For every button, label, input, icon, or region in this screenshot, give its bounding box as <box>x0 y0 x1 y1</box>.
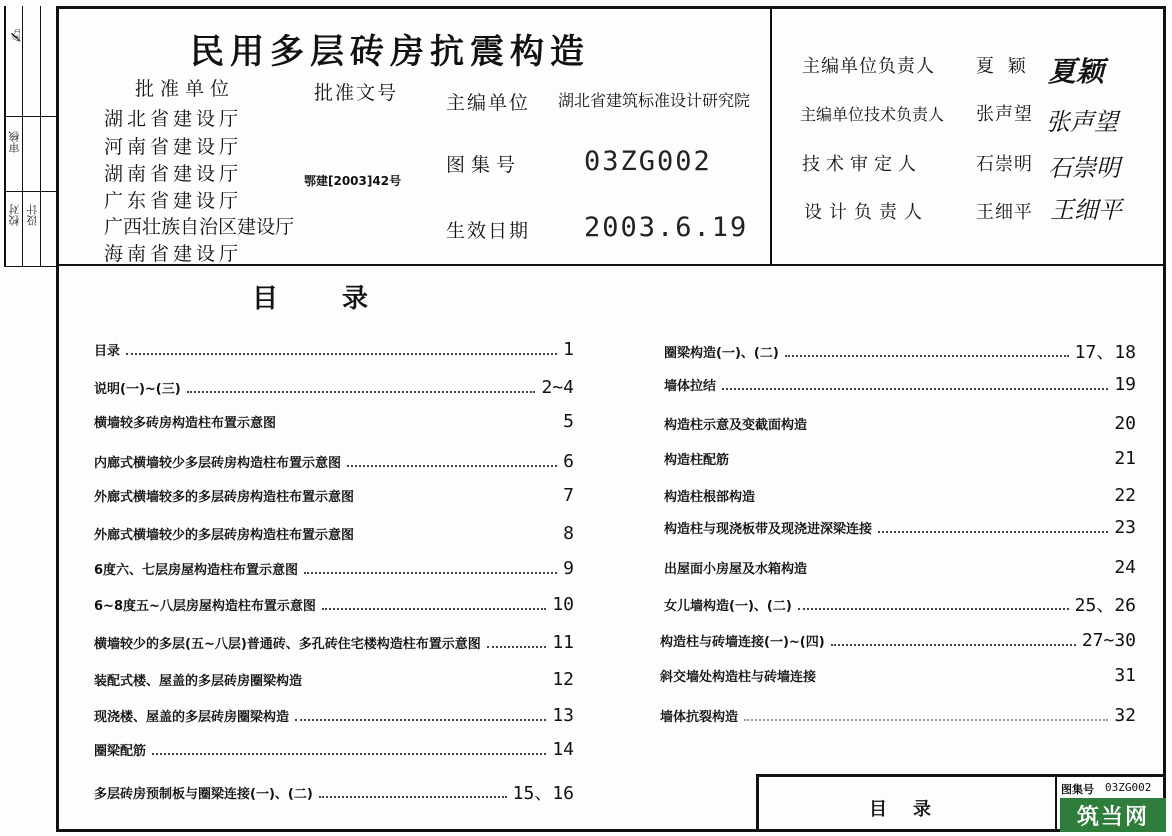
title-block-atlas-label: 图集号 <box>1061 783 1094 796</box>
toc-item[interactable] <box>664 516 1136 538</box>
atlas-value: 03ZG002 <box>584 146 712 177</box>
toc-item-page: 12 <box>552 668 574 690</box>
toc-item-page: 32 <box>1114 704 1136 726</box>
toc-item-page: 20 <box>1114 412 1136 434</box>
staff-role: 技术审定人 <box>802 154 922 175</box>
toc-item-label: 女儿墙构造(一)、(二) <box>664 598 792 614</box>
leader-dots <box>822 679 1108 681</box>
toc-item-label: 圈梁配筋 <box>94 743 147 759</box>
strip-design: 设计 <box>26 204 39 226</box>
approval-unit: 广西壮族自治区建设厅 <box>104 216 295 238</box>
toc-item[interactable] <box>664 593 1136 615</box>
toc-item[interactable] <box>94 557 574 579</box>
toc-item-label: 6度六、七层房屋构造柱布置示意图 <box>94 562 299 578</box>
toc-item-page: 21 <box>1114 447 1136 469</box>
staff-signature: 夏颖 <box>1048 55 1105 88</box>
leader-dots <box>744 719 1108 721</box>
atlas-label: 图集号 <box>446 154 522 176</box>
toc-item-page: 23 <box>1114 516 1136 538</box>
toc-item[interactable] <box>94 704 574 726</box>
toc-item[interactable] <box>94 593 574 615</box>
toc-item-label: 构造柱示意及变截面构造 <box>664 417 808 433</box>
toc-item-page: 10 <box>552 593 574 615</box>
toc-item[interactable] <box>94 484 574 506</box>
toc-item-page: 14 <box>552 738 574 760</box>
toc-item-page: 9 <box>563 557 574 579</box>
editor-label: 主编单位 <box>446 92 531 114</box>
leader-dots <box>187 391 536 393</box>
toc-item[interactable] <box>664 373 1136 395</box>
toc-item[interactable] <box>664 412 1136 434</box>
toc-item-page: 24 <box>1114 556 1136 578</box>
toc-item-label: 装配式楼、屋盖的多层砖房圈梁构造 <box>94 673 303 689</box>
toc-item-page: 8 <box>563 522 574 544</box>
toc-item-page: 13 <box>552 704 574 726</box>
approval-unit-list <box>104 104 294 266</box>
toc-item-label: 横墙较多砖房构造柱布置示意图 <box>94 415 277 431</box>
staff-signature: 王细平 <box>1050 196 1122 224</box>
toc-item-label: 构造柱与砖墙连接(一)~(四) <box>660 634 825 650</box>
strip-review: 审核 <box>8 131 21 153</box>
leader-dots <box>126 353 557 355</box>
toc-item[interactable] <box>94 668 574 690</box>
toc-item[interactable] <box>660 629 1136 651</box>
leader-dots <box>722 388 1108 390</box>
toc-item-page: 25、26 <box>1074 595 1136 616</box>
staff-signature: 石崇明 <box>1048 154 1120 182</box>
toc-item[interactable] <box>94 410 574 432</box>
leader-dots <box>308 683 546 685</box>
page-title: 民用多层砖房抗震构造 <box>190 32 590 72</box>
leader-dots <box>798 608 1069 610</box>
approval-doc-label: 批准文号 <box>314 82 399 104</box>
leader-dots <box>831 644 1076 646</box>
leader-dots <box>735 462 1108 464</box>
strip-check: 校对 <box>8 204 21 226</box>
leader-dots <box>319 796 507 798</box>
toc-item-page: 7 <box>563 484 574 506</box>
toc-item-page: 17、18 <box>1074 342 1136 363</box>
leader-dots <box>322 608 546 610</box>
leader-dots <box>785 355 1069 357</box>
leader-dots <box>295 719 546 721</box>
strip-signature-icon: ✍ <box>7 28 27 43</box>
leader-dots <box>360 537 557 539</box>
date-value: 2003.6.19 <box>584 212 749 243</box>
toc-item-page: 1 <box>563 338 574 360</box>
approval-doc-number: 鄂建[2003]42号 <box>304 174 402 188</box>
staff-role: 主编单位技术负责人 <box>800 105 945 124</box>
toc-item-page: 11 <box>552 631 574 653</box>
leader-dots <box>360 499 557 501</box>
toc-item-label: 出屋面小房屋及水箱构造 <box>664 561 808 577</box>
toc-item[interactable] <box>664 447 1136 469</box>
approval-unit: 湖南省建设厅 <box>104 163 243 185</box>
toc-item-label: 构造柱与现浇板带及现浇进深梁连接 <box>664 521 873 537</box>
toc-item-label: 内廊式横墙较少多层砖房构造柱布置示意图 <box>94 455 342 471</box>
toc-item-page: 31 <box>1114 664 1136 686</box>
toc-item[interactable] <box>94 450 574 472</box>
title-block-atlas-value: 03ZG002 <box>1105 781 1152 794</box>
toc-item-label: 6~8度五~八层房屋构造柱布置示意图 <box>94 598 316 614</box>
toc-item[interactable] <box>94 522 574 544</box>
toc-item-label: 构造柱根部构造 <box>664 489 756 505</box>
toc-item-label: 目录 <box>94 343 121 359</box>
toc-item-label: 墙体抗裂构造 <box>660 709 739 725</box>
toc-item-label: 外廊式横墙较多的多层砖房构造柱布置示意图 <box>94 489 355 505</box>
toc-item-page: 5 <box>563 410 574 432</box>
leader-dots <box>813 427 1108 429</box>
toc-item-page: 6 <box>563 450 574 472</box>
staff-role: 设计负责人 <box>804 202 929 223</box>
toc-item[interactable] <box>660 704 1136 726</box>
toc-item-label: 墙体拉结 <box>664 378 717 394</box>
staff-name: 夏 颖 <box>976 56 1030 77</box>
staff-name: 王细平 <box>976 202 1033 223</box>
toc-item[interactable] <box>664 484 1136 506</box>
approval-unit: 海南省建设厅 <box>104 243 243 265</box>
leader-dots <box>487 646 547 648</box>
toc-item-label: 外廊式横墙较少的多层砖房构造柱布置示意图 <box>94 527 355 543</box>
staff-name: 张声望 <box>976 104 1033 125</box>
toc-item-label: 斜交墙处构造柱与砖墙连接 <box>660 669 817 685</box>
leader-dots <box>304 572 557 574</box>
toc-item-page: 19 <box>1114 373 1136 395</box>
toc-item-label: 说明(一)~(三) <box>94 381 181 397</box>
toc-heading: 目 录 <box>252 284 373 314</box>
toc-item[interactable] <box>94 738 574 760</box>
toc-item-label: 现浇楼、屋盖的多层砖房圈梁构造 <box>94 709 290 725</box>
toc-item[interactable] <box>664 556 1136 578</box>
leader-dots <box>152 753 546 755</box>
title-block-divider <box>1055 777 1057 832</box>
leader-dots <box>813 571 1108 573</box>
title-block-name: 目 录 <box>869 799 935 820</box>
approval-unit-label: 批准单位 <box>135 78 236 100</box>
approval-unit: 湖北省建设厅 <box>104 108 243 130</box>
header-staff-divider <box>770 6 772 264</box>
date-label: 生效日期 <box>446 220 531 242</box>
toc-item-label: 圈梁构造(一)、(二) <box>664 345 779 361</box>
staff-name: 石崇明 <box>976 154 1033 175</box>
toc-item-label: 多层砖房预制板与圈梁连接(一)、(二) <box>94 786 313 802</box>
approval-unit: 广东省建设厅 <box>104 190 243 212</box>
watermark-logo: 筑当网 <box>1060 798 1166 832</box>
binding-strip <box>4 6 56 266</box>
toc-item-label: 横墙较少的多层(五~八层)普通砖、多孔砖住宅楼构造柱布置示意图 <box>94 636 481 652</box>
editor-value: 湖北省建筑标准设计研究院 <box>558 91 751 110</box>
toc-item[interactable] <box>660 664 1136 686</box>
staff-signature: 张声望 <box>1046 108 1118 136</box>
toc-item[interactable] <box>94 631 574 653</box>
toc-item-page: 2~4 <box>541 376 574 398</box>
toc-item-page: 22 <box>1114 484 1136 506</box>
toc-item-page: 27~30 <box>1081 629 1136 651</box>
toc-item[interactable] <box>94 376 574 398</box>
leader-dots <box>282 425 557 427</box>
toc-item-label: 构造柱配筋 <box>664 452 730 468</box>
toc-item-page: 15、16 <box>512 783 574 804</box>
leader-dots <box>347 465 557 467</box>
approval-unit: 河南省建设厅 <box>104 136 243 158</box>
toc-item[interactable] <box>94 338 574 360</box>
staff-role: 主编单位负责人 <box>802 56 935 77</box>
toc-item[interactable] <box>94 781 574 803</box>
leader-dots <box>878 531 1108 533</box>
leader-dots <box>761 499 1108 501</box>
toc-item[interactable] <box>664 340 1136 362</box>
